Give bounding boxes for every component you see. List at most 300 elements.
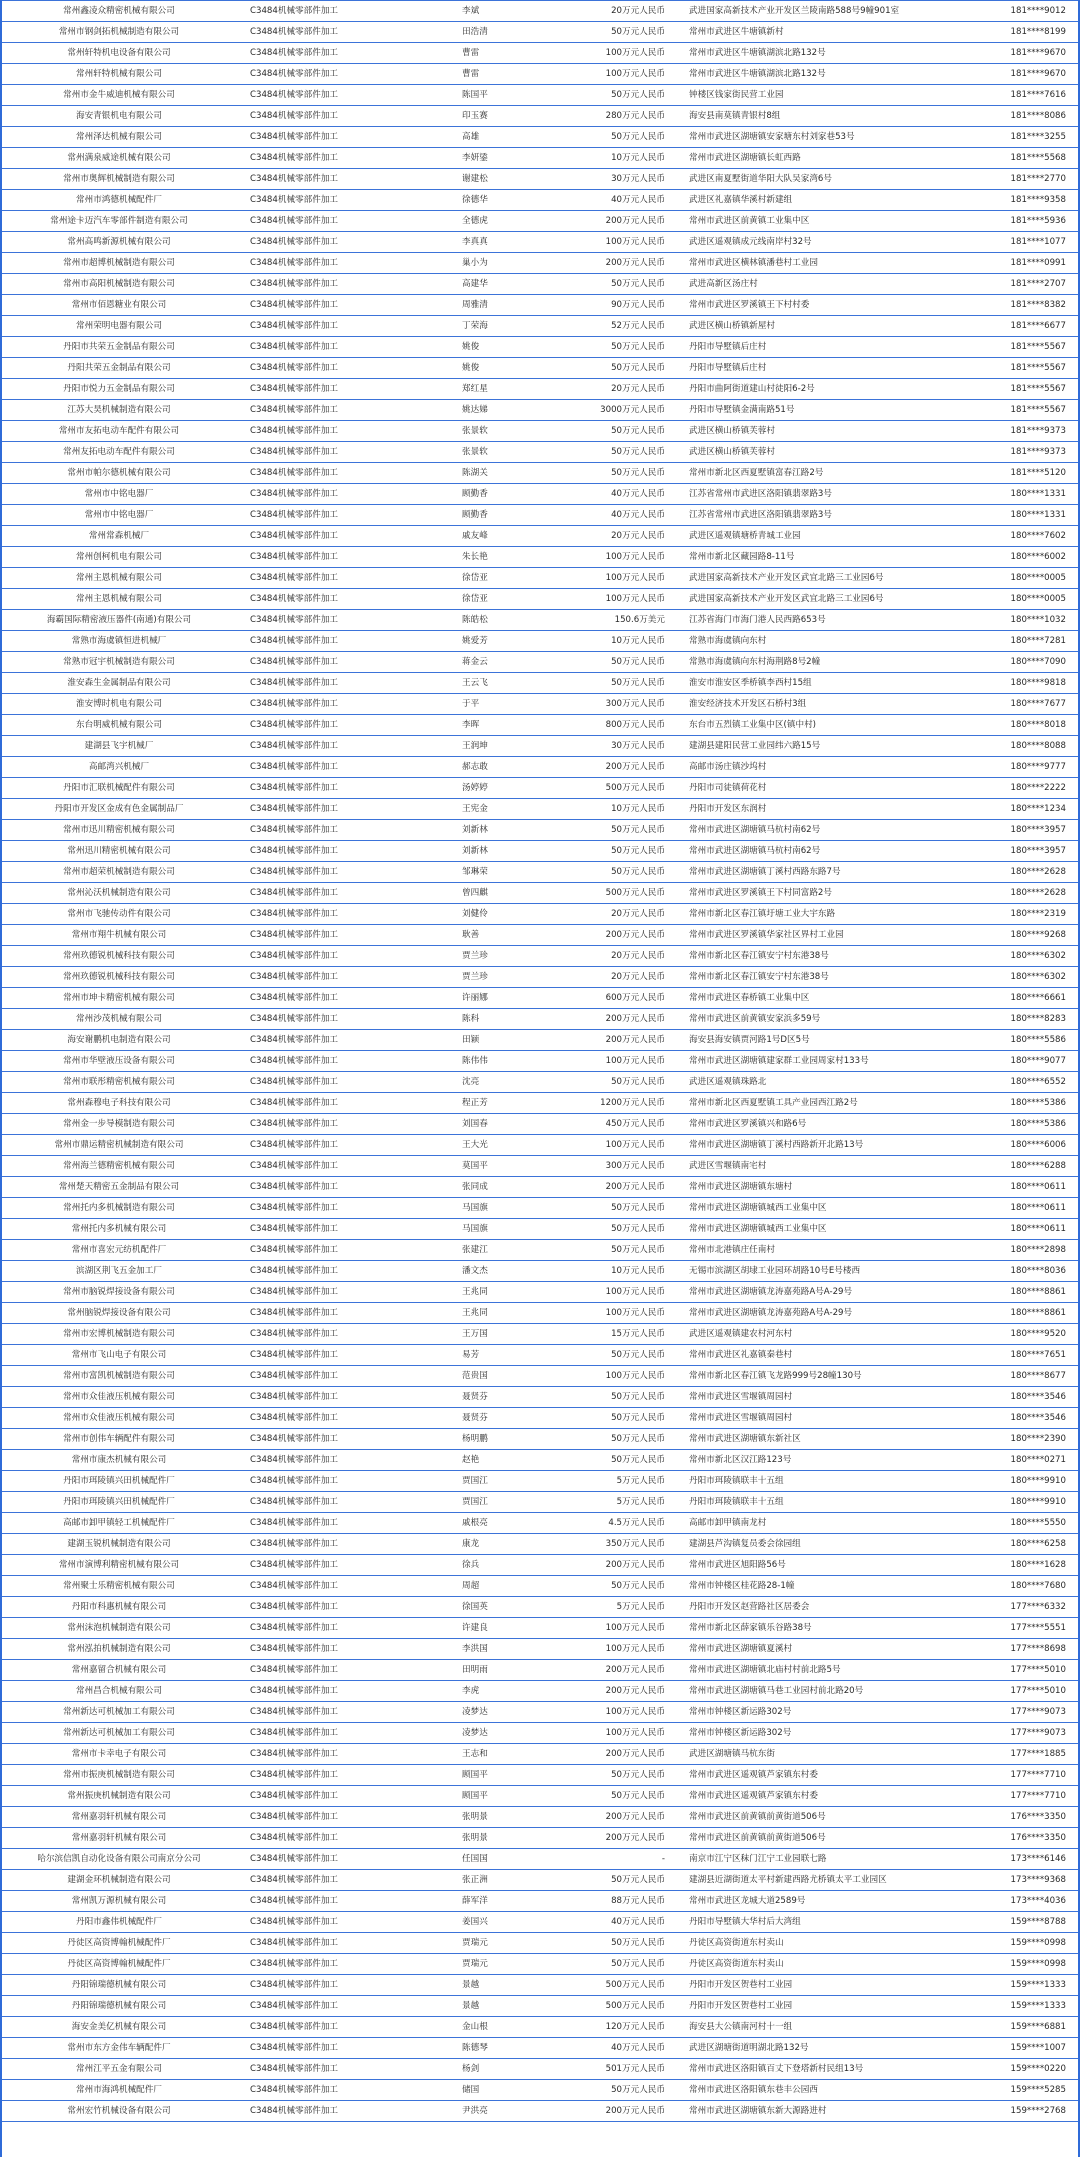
industry-code-cell: C3484机械零部件加工 — [236, 316, 460, 337]
phone-number-cell: 180****6006 — [965, 1135, 1078, 1156]
registered-capital-cell: 200万元人民币 — [576, 1828, 675, 1849]
table-row — [2, 22, 1078, 43]
phone-number-cell: 180****6258 — [965, 1534, 1078, 1555]
legal-representative-cell: 高建华 — [460, 274, 576, 295]
legal-representative-cell: 赵艳 — [460, 1450, 576, 1471]
address-cell: 常州市武进区湖塘镇长虹西路 — [675, 148, 965, 169]
address-cell: 建湖县芦沟镇复员委会徐园组 — [675, 1534, 965, 1555]
company-name-cell: 常州市奥辉机械制造有限公司 — [2, 169, 236, 190]
legal-representative-cell: 高雄 — [460, 127, 576, 148]
phone-number-cell: 180****9818 — [965, 673, 1078, 694]
legal-representative-cell: 顾勤香 — [460, 505, 576, 526]
phone-number-cell: 180****9520 — [965, 1324, 1078, 1345]
company-name-cell: 丹阳市共荣五金制品有限公司 — [2, 337, 236, 358]
registered-capital-cell: 40万元人民币 — [576, 190, 675, 211]
address-cell: 建湖县建阳民营工业园纬六路15号 — [675, 736, 965, 757]
registered-capital-cell: 100万元人民币 — [576, 1639, 675, 1660]
company-name-cell: 常州市高阳机械制造有限公司 — [2, 274, 236, 295]
legal-representative-cell: 曹雷 — [460, 64, 576, 85]
industry-code-cell: C3484机械零部件加工 — [236, 1345, 460, 1366]
legal-representative-cell: 陈科 — [460, 1009, 576, 1030]
phone-number-cell: 180****0271 — [965, 1450, 1078, 1471]
industry-code-cell: C3484机械零部件加工 — [236, 1366, 460, 1387]
legal-representative-cell: 贾国江 — [460, 1471, 576, 1492]
phone-number-cell: 180****2390 — [965, 1429, 1078, 1450]
legal-representative-cell: 周雅清 — [460, 295, 576, 316]
registered-capital-cell: 50万元人民币 — [576, 1870, 675, 1891]
phone-number-cell: 180****5550 — [965, 1513, 1078, 1534]
legal-representative-cell: 顾勤香 — [460, 484, 576, 505]
industry-code-cell: C3484机械零部件加工 — [236, 1807, 460, 1828]
company-name-cell: 高邮市卸甲镇轻工机械配件厂 — [2, 1513, 236, 1534]
registered-capital-cell: 800万元人民币 — [576, 715, 675, 736]
registered-capital-cell: 5万元人民币 — [576, 1492, 675, 1513]
legal-representative-cell: 徐国英 — [460, 1597, 576, 1618]
industry-code-cell: C3484机械零部件加工 — [236, 1177, 460, 1198]
table-row — [2, 274, 1078, 295]
registered-capital-cell: 5万元人民币 — [576, 1597, 675, 1618]
registered-capital-cell: 120万元人民币 — [576, 2017, 675, 2038]
registered-capital-cell: 40万元人民币 — [576, 505, 675, 526]
company-name-cell: 常州托内多机械制造有限公司 — [2, 1198, 236, 1219]
company-name-cell: 常州市众佳液压机械有限公司 — [2, 1387, 236, 1408]
company-name-cell: 常州聚士乐精密机械有限公司 — [2, 1576, 236, 1597]
company-name-cell: 常州市佰恩糖业有限公司 — [2, 295, 236, 316]
registered-capital-cell: 50万元人民币 — [576, 1408, 675, 1429]
industry-code-cell: C3484机械零部件加工 — [236, 1639, 460, 1660]
legal-representative-cell: 曾四麒 — [460, 883, 576, 904]
legal-representative-cell: 戚友峰 — [460, 526, 576, 547]
table-row — [2, 358, 1078, 379]
industry-code-cell: C3484机械零部件加工 — [236, 1492, 460, 1513]
company-name-cell: 海安谢鹏机电制造有限公司 — [2, 1030, 236, 1051]
legal-representative-cell: 姜国兴 — [460, 1912, 576, 1933]
industry-code-cell: C3484机械零部件加工 — [236, 127, 460, 148]
industry-code-cell: C3484机械零部件加工 — [236, 379, 460, 400]
address-cell: 海安县南莫镇青银村8组 — [675, 106, 965, 127]
registered-capital-cell: 88万元人民币 — [576, 1891, 675, 1912]
industry-code-cell: C3484机械零部件加工 — [236, 1723, 460, 1744]
address-cell: 武进高新区汤庄村 — [675, 274, 965, 295]
industry-code-cell: C3484机械零部件加工 — [236, 1954, 460, 1975]
address-cell: 武进区横山桥镇芙蓉村 — [675, 421, 965, 442]
phone-number-cell: 180****1032 — [965, 610, 1078, 631]
company-name-cell: 常州新达可机械加工有限公司 — [2, 1702, 236, 1723]
company-name-cell: 丹阳锦瑞德机械有限公司 — [2, 1975, 236, 1996]
registered-capital-cell: 600万元人民币 — [576, 988, 675, 1009]
registered-capital-cell: 50万元人民币 — [576, 1933, 675, 1954]
registered-capital-cell: 500万元人民币 — [576, 883, 675, 904]
address-cell: 丹阳市导墅镇金满南路51号 — [675, 400, 965, 421]
legal-representative-cell: 田颖 — [460, 1030, 576, 1051]
industry-code-cell: C3484机械零部件加工 — [236, 274, 460, 295]
phone-number-cell: 181****9670 — [965, 43, 1078, 64]
table-row — [2, 64, 1078, 85]
phone-number-cell: 181****9358 — [965, 190, 1078, 211]
company-name-cell: 常熟市冠宇机械制造有限公司 — [2, 652, 236, 673]
legal-representative-cell: 徐岱亚 — [460, 589, 576, 610]
company-name-cell: 常州市超博机械制造有限公司 — [2, 253, 236, 274]
address-cell: 常州市武进区牛塘镇新村 — [675, 22, 965, 43]
company-name-cell: 常州市康杰机械有限公司 — [2, 1450, 236, 1471]
registered-capital-cell: 50万元人民币 — [576, 1072, 675, 1093]
legal-representative-cell: 徐德华 — [460, 190, 576, 211]
table-row — [2, 1156, 1078, 1177]
legal-representative-cell: 姚达娣 — [460, 400, 576, 421]
company-name-cell: 常州泽达机械有限公司 — [2, 127, 236, 148]
company-name-cell: 常州荣明电器有限公司 — [2, 316, 236, 337]
table-row — [2, 1702, 1078, 1723]
address-cell: 常州市新北区春江镇安宁村东港38号 — [675, 946, 965, 967]
registered-capital-cell: 300万元人民币 — [576, 694, 675, 715]
company-name-cell: 丹阳市珥陵镇兴田机械配件厂 — [2, 1492, 236, 1513]
industry-code-cell: C3484机械零部件加工 — [236, 1996, 460, 2017]
address-cell: 武进区雪堰镇南宅村 — [675, 1156, 965, 1177]
table-row — [2, 127, 1078, 148]
phone-number-cell: 181****2770 — [965, 169, 1078, 190]
industry-code-cell: C3484机械零部件加工 — [236, 862, 460, 883]
company-name-cell: 常州主恩机械有限公司 — [2, 589, 236, 610]
company-name-cell: 常州嘉羽轩机械有限公司 — [2, 1828, 236, 1849]
company-name-cell: 常州市振庚机械制造有限公司 — [2, 1765, 236, 1786]
registered-capital-cell: 50万元人民币 — [576, 1387, 675, 1408]
registered-capital-cell: 50万元人民币 — [576, 1954, 675, 1975]
address-cell: 常州市新北区春江镇安宁村东港38号 — [675, 967, 965, 988]
table-row — [2, 2017, 1078, 2038]
table-row — [2, 2059, 1078, 2080]
industry-code-cell: C3484机械零部件加工 — [236, 253, 460, 274]
phone-number-cell: 180****1628 — [965, 1555, 1078, 1576]
registered-capital-cell: 50万元人民币 — [576, 2080, 675, 2101]
address-cell: 常州市武进区罗溪镇兴和路6号 — [675, 1114, 965, 1135]
table-row — [2, 526, 1078, 547]
table-row — [2, 1534, 1078, 1555]
table-row — [2, 337, 1078, 358]
legal-representative-cell: 郝志敢 — [460, 757, 576, 778]
industry-code-cell: C3484机械零部件加工 — [236, 1240, 460, 1261]
address-cell: 常州市武进区湖塘镇建家群工业园周家村133号 — [675, 1051, 965, 1072]
industry-code-cell: C3484机械零部件加工 — [236, 505, 460, 526]
table-row — [2, 778, 1078, 799]
address-cell: 常州市武进区牛塘镇湖滨北路132号 — [675, 64, 965, 85]
company-name-cell: 常州玖德锐机械科技有限公司 — [2, 946, 236, 967]
phone-number-cell: 177****1885 — [965, 1744, 1078, 1765]
registered-capital-cell: 100万元人民币 — [576, 43, 675, 64]
table-row — [2, 1282, 1078, 1303]
address-cell: 常州市新北区西夏墅镇工具产业园西江路2号 — [675, 1093, 965, 1114]
company-name-cell: 常州市联彤精密机械有限公司 — [2, 1072, 236, 1093]
registered-capital-cell: 1200万元人民币 — [576, 1093, 675, 1114]
phone-number-cell: 177****7710 — [965, 1765, 1078, 1786]
industry-code-cell: C3484机械零部件加工 — [236, 1135, 460, 1156]
table-row — [2, 568, 1078, 589]
legal-representative-cell: 莫国平 — [460, 1156, 576, 1177]
address-cell: 钟楼区钱家街民营工业园 — [675, 85, 965, 106]
legal-representative-cell: 姚俊 — [460, 337, 576, 358]
address-cell: 常州市武进区湖塘镇龙涛嘉苑路A号A-29号 — [675, 1282, 965, 1303]
address-cell: 丹阳市珥陵镇联丰十五组 — [675, 1492, 965, 1513]
address-cell: 丹阳市开发区东润村 — [675, 799, 965, 820]
industry-code-cell: C3484机械零部件加工 — [236, 1450, 460, 1471]
industry-code-cell: C3484机械零部件加工 — [236, 589, 460, 610]
address-cell: 东台市五烈镇工业集中区(镇中村) — [675, 715, 965, 736]
registered-capital-cell: 50万元人民币 — [576, 673, 675, 694]
company-name-cell: 海霸国际精密液压器件(南通)有限公司 — [2, 610, 236, 631]
industry-code-cell: C3484机械零部件加工 — [236, 1093, 460, 1114]
industry-code-cell: C3484机械零部件加工 — [236, 2059, 460, 2080]
address-cell: 常州市北港镇庄任南村 — [675, 1240, 965, 1261]
address-cell: 高邮市卸甲镇南龙村 — [675, 1513, 965, 1534]
company-table-body — [2, 1, 1078, 2122]
company-name-cell: 常州凯万源机械有限公司 — [2, 1891, 236, 1912]
industry-code-cell: C3484机械零部件加工 — [236, 1, 460, 22]
registered-capital-cell: 200万元人民币 — [576, 1555, 675, 1576]
industry-code-cell: C3484机械零部件加工 — [236, 1933, 460, 1954]
registered-capital-cell: 20万元人民币 — [576, 379, 675, 400]
registered-capital-cell: 5万元人民币 — [576, 1471, 675, 1492]
address-cell: 武进区横山桥镇新屋村 — [675, 316, 965, 337]
table-row — [2, 1261, 1078, 1282]
address-cell: 常州市武进区雪堰镇周园村 — [675, 1387, 965, 1408]
industry-code-cell: C3484机械零部件加工 — [236, 1534, 460, 1555]
address-cell: 常州市新北区汉江路123号 — [675, 1450, 965, 1471]
industry-code-cell: C3484机械零部件加工 — [236, 736, 460, 757]
registered-capital-cell: 200万元人民币 — [576, 1177, 675, 1198]
company-name-cell: 常州市华壁液压设备有限公司 — [2, 1051, 236, 1072]
legal-representative-cell: 张正洲 — [460, 1870, 576, 1891]
phone-number-cell: 159****5285 — [965, 2080, 1078, 2101]
table-row — [2, 1429, 1078, 1450]
registered-capital-cell: 500万元人民币 — [576, 1996, 675, 2017]
table-row — [2, 862, 1078, 883]
table-row — [2, 421, 1078, 442]
legal-representative-cell: 朱长艳 — [460, 547, 576, 568]
phone-number-cell: 180****2898 — [965, 1240, 1078, 1261]
phone-number-cell: 181****5567 — [965, 358, 1078, 379]
address-cell: 常州市武进区湖塘镇龙涛嘉苑路A号A-29号 — [675, 1303, 965, 1324]
phone-number-cell: 180****0611 — [965, 1219, 1078, 1240]
company-name-cell: 常州振庚机械制造有限公司 — [2, 1786, 236, 1807]
registered-capital-cell: 50万元人民币 — [576, 1345, 675, 1366]
legal-representative-cell: 田明雨 — [460, 1660, 576, 1681]
address-cell: 武进区礼嘉镇华溪村新建组 — [675, 190, 965, 211]
table-row — [2, 967, 1078, 988]
address-cell: 常熟市海虞镇向东村 — [675, 631, 965, 652]
industry-code-cell: C3484机械零部件加工 — [236, 967, 460, 988]
company-name-cell: 常州市帕尔德机械有限公司 — [2, 463, 236, 484]
company-name-cell: 淮安博时机电有限公司 — [2, 694, 236, 715]
legal-representative-cell: 金山根 — [460, 2017, 576, 2038]
table-row — [2, 1660, 1078, 1681]
phone-number-cell: 177****5551 — [965, 1618, 1078, 1639]
legal-representative-cell: 易芳 — [460, 1345, 576, 1366]
phone-number-cell: 180****8677 — [965, 1366, 1078, 1387]
phone-number-cell: 181****3255 — [965, 127, 1078, 148]
phone-number-cell: 180****3957 — [965, 820, 1078, 841]
company-name-cell: 常州新达可机械加工有限公司 — [2, 1723, 236, 1744]
industry-code-cell: C3484机械零部件加工 — [236, 1303, 460, 1324]
phone-number-cell: 180****8861 — [965, 1303, 1078, 1324]
table-row — [2, 610, 1078, 631]
company-name-cell: 常州市中铭电器厂 — [2, 484, 236, 505]
table-row — [2, 799, 1078, 820]
industry-code-cell: C3484机械零部件加工 — [236, 106, 460, 127]
registered-capital-cell: 20万元人民币 — [576, 904, 675, 925]
legal-representative-cell: 张明景 — [460, 1828, 576, 1849]
address-cell: 武进区横山桥镇芙蓉村 — [675, 442, 965, 463]
registered-capital-cell: 50万元人民币 — [576, 358, 675, 379]
registered-capital-cell: 200万元人民币 — [576, 253, 675, 274]
legal-representative-cell: 范贵国 — [460, 1366, 576, 1387]
table-row — [2, 547, 1078, 568]
legal-representative-cell: 景越 — [460, 1975, 576, 1996]
industry-code-cell: C3484机械零部件加工 — [236, 1324, 460, 1345]
company-name-cell: 常州迅川精密机械有限公司 — [2, 841, 236, 862]
legal-representative-cell: 李妍鋈 — [460, 148, 576, 169]
industry-code-cell: C3484机械零部件加工 — [236, 1261, 460, 1282]
registered-capital-cell: 100万元人民币 — [576, 1723, 675, 1744]
registered-capital-cell: 40万元人民币 — [576, 2038, 675, 2059]
address-cell: 丹阳市珥陵镇联丰十五组 — [675, 1471, 965, 1492]
legal-representative-cell: 邹琳荣 — [460, 862, 576, 883]
address-cell: 常州市武进区礼嘉镇秦巷村 — [675, 1345, 965, 1366]
phone-number-cell: 180****6552 — [965, 1072, 1078, 1093]
address-cell: 常州市武进区湖塘镇夏溪村 — [675, 1639, 965, 1660]
registered-capital-cell: 50万元人民币 — [576, 337, 675, 358]
industry-code-cell: C3484机械零部件加工 — [236, 1219, 460, 1240]
registered-capital-cell: 50万元人民币 — [576, 274, 675, 295]
table-row — [2, 1849, 1078, 1870]
phone-number-cell: 180****7680 — [965, 1576, 1078, 1597]
phone-number-cell: 180****2628 — [965, 883, 1078, 904]
phone-number-cell: 181****1077 — [965, 232, 1078, 253]
table-row — [2, 1891, 1078, 1912]
legal-representative-cell: 巢小为 — [460, 253, 576, 274]
industry-code-cell: C3484机械零部件加工 — [236, 148, 460, 169]
table-row — [2, 1324, 1078, 1345]
legal-representative-cell: 姚俊 — [460, 358, 576, 379]
phone-number-cell: 180****3957 — [965, 841, 1078, 862]
phone-number-cell: 180****9268 — [965, 925, 1078, 946]
address-cell: 常州市武进区湖塘镇丁溪村西路新开北路13号 — [675, 1135, 965, 1156]
company-name-cell: 丹阳市科惠机械有限公司 — [2, 1597, 236, 1618]
table-row — [2, 505, 1078, 526]
registered-capital-cell: 100万元人民币 — [576, 1282, 675, 1303]
legal-representative-cell: 许建良 — [460, 1618, 576, 1639]
address-cell: 丹阳市司徒镇荷花村 — [675, 778, 965, 799]
registered-capital-cell: 450万元人民币 — [576, 1114, 675, 1135]
company-name-cell: 丹徒区高资博翰机械配件厂 — [2, 1954, 236, 1975]
industry-code-cell: C3484机械零部件加工 — [236, 1030, 460, 1051]
table-row — [2, 1303, 1078, 1324]
phone-number-cell: 180****2319 — [965, 904, 1078, 925]
registered-capital-cell: 100万元人民币 — [576, 568, 675, 589]
table-row — [2, 1723, 1078, 1744]
legal-representative-cell: 全德虎 — [460, 211, 576, 232]
address-cell: 常州市武进区雪堰镇周园村 — [675, 1408, 965, 1429]
company-name-cell: 常州昌合机械有限公司 — [2, 1681, 236, 1702]
registered-capital-cell: 50万元人民币 — [576, 1198, 675, 1219]
industry-code-cell: C3484机械零部件加工 — [236, 1765, 460, 1786]
table-row — [2, 652, 1078, 673]
table-row — [2, 379, 1078, 400]
phone-number-cell: 159****1333 — [965, 1975, 1078, 1996]
company-name-cell: 海安青银机电有限公司 — [2, 106, 236, 127]
address-cell: 武进国家高新技术产业开发区武宜北路三工业园6号 — [675, 568, 965, 589]
company-name-cell: 常州市众佳液压机械有限公司 — [2, 1408, 236, 1429]
legal-representative-cell: 王大光 — [460, 1135, 576, 1156]
table-row — [2, 211, 1078, 232]
phone-number-cell: 180****6661 — [965, 988, 1078, 1009]
phone-number-cell: 180****8861 — [965, 1282, 1078, 1303]
address-cell: 江苏省海门市海门港人民西路653号 — [675, 610, 965, 631]
table-row — [2, 736, 1078, 757]
industry-code-cell: C3484机械零部件加工 — [236, 337, 460, 358]
table-row — [2, 1471, 1078, 1492]
address-cell: 常州市武进区牛塘镇湖滨北路132号 — [675, 43, 965, 64]
industry-code-cell: C3484机械零部件加工 — [236, 1282, 460, 1303]
table-row — [2, 988, 1078, 1009]
company-name-cell: 常州市宏博机械制造有限公司 — [2, 1324, 236, 1345]
company-name-cell: 常州鑫凌众精密机械有限公司 — [2, 1, 236, 22]
address-cell: 常州市武进区前黄镇前黄街道506号 — [675, 1828, 965, 1849]
address-cell: 丹阳市导墅镇大华村后大湾组 — [675, 1912, 965, 1933]
industry-code-cell: C3484机械零部件加工 — [236, 2080, 460, 2101]
company-name-cell: 常州嘉羽轩机械有限公司 — [2, 1807, 236, 1828]
industry-code-cell: C3484机械零部件加工 — [236, 1114, 460, 1135]
registered-capital-cell: 100万元人民币 — [576, 1702, 675, 1723]
legal-representative-cell: 王宪金 — [460, 799, 576, 820]
table-row — [2, 673, 1078, 694]
industry-code-cell: C3484机械零部件加工 — [236, 568, 460, 589]
company-name-cell: 常熟市海虞镇恒进机械厂 — [2, 631, 236, 652]
company-name-cell: 常州市海鸿机械配件厂 — [2, 2080, 236, 2101]
legal-representative-cell: 李虎 — [460, 1681, 576, 1702]
registered-capital-cell: 50万元人民币 — [576, 421, 675, 442]
address-cell: 丹阳市开发区贺巷村工业园 — [675, 1975, 965, 1996]
registered-capital-cell: 50万元人民币 — [576, 652, 675, 673]
address-cell: 武进区遥观镇塘桥青城工业园 — [675, 526, 965, 547]
company-name-cell: 常州江平五金有限公司 — [2, 2059, 236, 2080]
company-name-cell: 常州沫泡机械制造有限公司 — [2, 1618, 236, 1639]
legal-representative-cell: 田浩清 — [460, 22, 576, 43]
industry-code-cell: C3484机械零部件加工 — [236, 1429, 460, 1450]
phone-number-cell: 181****5567 — [965, 400, 1078, 421]
table-row — [2, 925, 1078, 946]
phone-number-cell: 180****5586 — [965, 1030, 1078, 1051]
registered-capital-cell: 100万元人民币 — [576, 232, 675, 253]
address-cell: 武进区遥观镇珠路北 — [675, 1072, 965, 1093]
registered-capital-cell: 50万元人民币 — [576, 1429, 675, 1450]
table-row — [2, 1387, 1078, 1408]
registered-capital-cell: 30万元人民币 — [576, 169, 675, 190]
company-name-cell: 淮安森生金属制品有限公司 — [2, 673, 236, 694]
table-row — [2, 841, 1078, 862]
registered-capital-cell: 100万元人民币 — [576, 1135, 675, 1156]
phone-number-cell: 180****7090 — [965, 652, 1078, 673]
legal-representative-cell: 顾国平 — [460, 1765, 576, 1786]
industry-code-cell: C3484机械零部件加工 — [236, 1051, 460, 1072]
table-row — [2, 1513, 1078, 1534]
table-row — [2, 946, 1078, 967]
phone-number-cell: 177****9073 — [965, 1723, 1078, 1744]
registered-capital-cell: 15万元人民币 — [576, 1324, 675, 1345]
registered-capital-cell: 40万元人民币 — [576, 484, 675, 505]
industry-code-cell: C3484机械零部件加工 — [236, 820, 460, 841]
table-row — [2, 820, 1078, 841]
legal-representative-cell: 贾兰珍 — [460, 967, 576, 988]
phone-number-cell: 181****5568 — [965, 148, 1078, 169]
